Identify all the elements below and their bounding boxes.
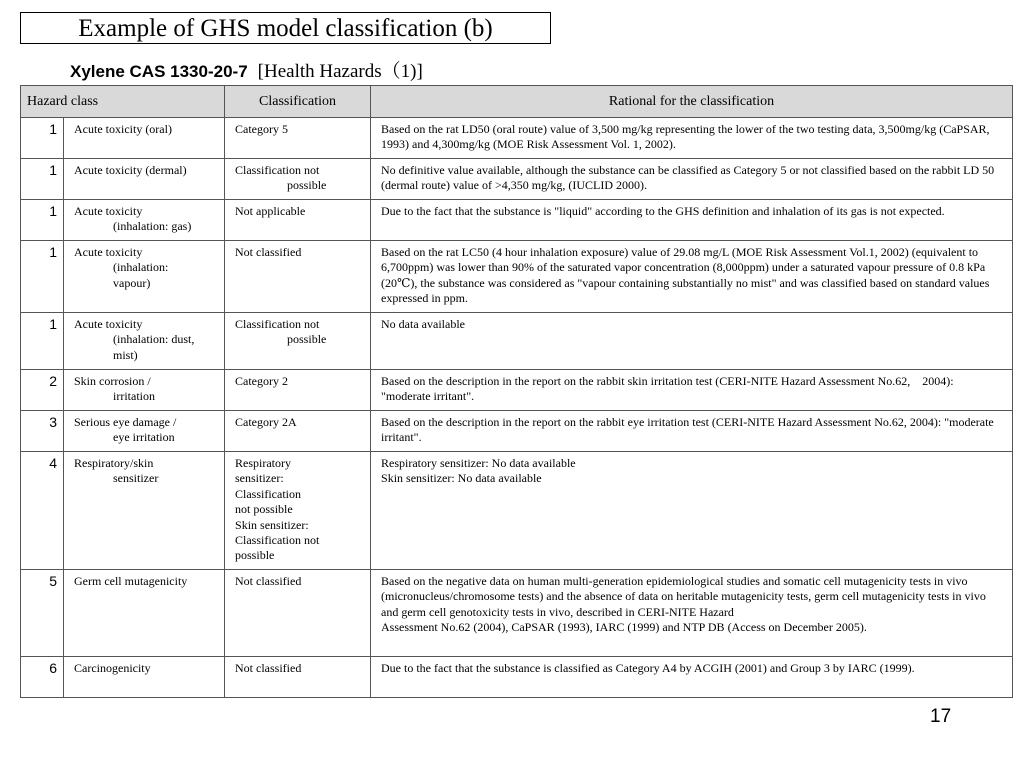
table-row	[21, 118, 1013, 159]
hazard-class-cell	[64, 570, 225, 657]
hazard-class-cell	[64, 159, 225, 200]
hazard-class-cell	[64, 241, 225, 313]
header-rational: Rational for the classification	[371, 86, 1013, 118]
row-number: 1	[21, 313, 64, 370]
classification-cell	[225, 370, 371, 411]
hazard-class-cell	[64, 657, 225, 698]
classification-cell: Respiratory sensitizer: Classification not possible Skin sensitizer: Classification not possible	[225, 452, 371, 570]
hazard-class-text: Respiratory/skin	[74, 456, 154, 470]
classification-text-line2: possible	[287, 178, 327, 193]
classification-text: Not applicable	[235, 204, 306, 218]
table-row	[21, 200, 1013, 241]
table-row	[21, 370, 1013, 411]
page-number: 17	[930, 706, 952, 727]
header-classification: Classification	[225, 86, 371, 118]
hazard-class-cell	[64, 118, 225, 159]
row-number: 1	[21, 118, 64, 159]
rational-cell: No data available	[371, 313, 1013, 370]
hazard-class-text: Acute toxicity	[74, 204, 143, 218]
table-row	[21, 241, 1013, 313]
hazard-class-text-line2: (inhalation: gas)	[113, 219, 192, 234]
slide-title: Example of GHS model classification (b)	[20, 12, 551, 44]
hazard-class-text: Acute toxicity	[74, 245, 143, 259]
rational-cell: Due to the fact that the substance is classified as Category A4 by ACGIH (2001) and Group 3 by IARC (1999).	[371, 657, 1013, 698]
hazard-class-text-line3: vapour)	[113, 275, 151, 290]
hazard-class-cell	[64, 370, 225, 411]
classification-cell	[225, 570, 371, 657]
hazard-class-text-line2: irritation	[113, 389, 155, 404]
hazard-class-text: Skin corrosion /	[74, 374, 151, 388]
rational-cell: Based on the description in the report on the rabbit skin irritation test (CERI-NITE Hazard Assessment No.62, 2004): "moderate irritant".	[371, 370, 1013, 411]
rational-cell: Based on the description in the report on the rabbit eye irritation test (CERI-NITE Hazard Assessment No.62, 2004): "moderate irritant".	[371, 411, 1013, 452]
substance-label: Xylene CAS 1330-20-7	[70, 62, 248, 81]
classification-cell	[225, 200, 371, 241]
table-row	[21, 313, 1013, 370]
row-number: 5	[21, 570, 64, 657]
rational-cell: Respiratory sensitizer: No data available Skin sensitizer: No data available	[371, 452, 1013, 570]
slide-subtitle	[70, 56, 423, 83]
hazard-class-text-line3: mist)	[113, 347, 138, 362]
rational-cell: No definitive value available, although the substance can be classified as Category 5 or not classified based on the rabbit LD 50 (dermal route) value of >4,350 mg/kg, (IUCLID 2000).	[371, 159, 1013, 200]
hazard-class-text-line2: eye irritation	[113, 430, 175, 445]
hazard-class-text: Serious eye damage /	[74, 415, 177, 429]
row-number: 2	[21, 370, 64, 411]
table-header-row	[21, 86, 1013, 118]
hazard-class-cell	[64, 313, 225, 370]
table-row	[21, 411, 1013, 452]
classification-text: Not classified	[235, 574, 302, 588]
rational-cell: Due to the fact that the substance is "liquid" according to the GHS definition and inhalation of its gas is not expected.	[371, 200, 1013, 241]
hazard-class-text-line2: sensitizer	[113, 471, 159, 486]
classification-cell	[225, 241, 371, 313]
row-number: 1	[21, 241, 64, 313]
hazard-class-text-line2: (inhalation:	[113, 260, 169, 275]
table-row	[21, 452, 1013, 570]
table-row	[21, 657, 1013, 698]
section-label: [Health Hazards（1)]	[257, 61, 423, 82]
ghs-classification-table	[20, 85, 1013, 698]
classification-cell	[225, 118, 371, 159]
classification-cell	[225, 159, 371, 200]
classification-text-line2: possible	[287, 332, 327, 347]
hazard-class-text: Carcinogenicity	[74, 661, 151, 675]
classification-cell	[225, 411, 371, 452]
classification-text: Category 2A	[235, 415, 297, 429]
hazard-class-text-line2: (inhalation: dust,	[113, 332, 195, 347]
hazard-class-cell	[64, 411, 225, 452]
classification-text: Category 2	[235, 374, 289, 388]
hazard-class-text: Acute toxicity	[74, 317, 143, 331]
row-number: 1	[21, 159, 64, 200]
row-number: 3	[21, 411, 64, 452]
classification-cell	[225, 313, 371, 370]
hazard-class-cell	[64, 200, 225, 241]
classification-text: Classification not	[235, 163, 320, 177]
row-number: 6	[21, 657, 64, 698]
classification-text: Not classified	[235, 661, 302, 675]
table-row	[21, 570, 1013, 657]
rational-cell: Based on the rat LC50 (4 hour inhalation exposure) value of 29.08 mg/L (MOE Risk Assessment Vol.1, 2002) (equivalent to 6,700ppm) was lower than 90% of the saturated vapor concentration (8,000ppm) under a saturated vapour pressure of 0.8 kPa (20℃), the substance was considered as "vapour containing substantially no mist" and was classified based on standard values expressed in ppm.	[371, 241, 1013, 313]
row-number: 4	[21, 452, 64, 570]
classification-text: Classification not	[235, 317, 320, 331]
classification-text: Not classified	[235, 245, 302, 259]
rational-cell: Based on the negative data on human multi-generation epidemiological studies and somatic cell mutagenicity tests in vivo (micronucleus/chromosome tests) and the absence of data on heritable mutagenicity tests, germ cell mutagenicity tests in vivo and germ cell genotoxicity tests in vivo, described in CERI-NITE Hazard Assessment No.62 (2004), CaPSAR (1993), IARC (1999) and NTP DB (Access on December 2005).	[371, 570, 1013, 657]
rational-cell: Based on the rat LD50 (oral route) value of 3,500 mg/kg representing the lower of the two testing data, 3,500mg/kg (CaPSAR, 1993) and 4,300mg/kg (MOE Risk Assessment Vol. 1, 2002).	[371, 118, 1013, 159]
hazard-class-text: Germ cell mutagenicity	[74, 574, 188, 588]
classification-cell	[225, 657, 371, 698]
header-hazard-class: Hazard class	[21, 86, 225, 118]
classification-text: Category 5	[235, 122, 289, 136]
hazard-class-text: Acute toxicity (oral)	[74, 122, 172, 136]
hazard-class-cell	[64, 452, 225, 570]
row-number: 1	[21, 200, 64, 241]
hazard-class-text: Acute toxicity (dermal)	[74, 163, 187, 177]
table-row	[21, 159, 1013, 200]
